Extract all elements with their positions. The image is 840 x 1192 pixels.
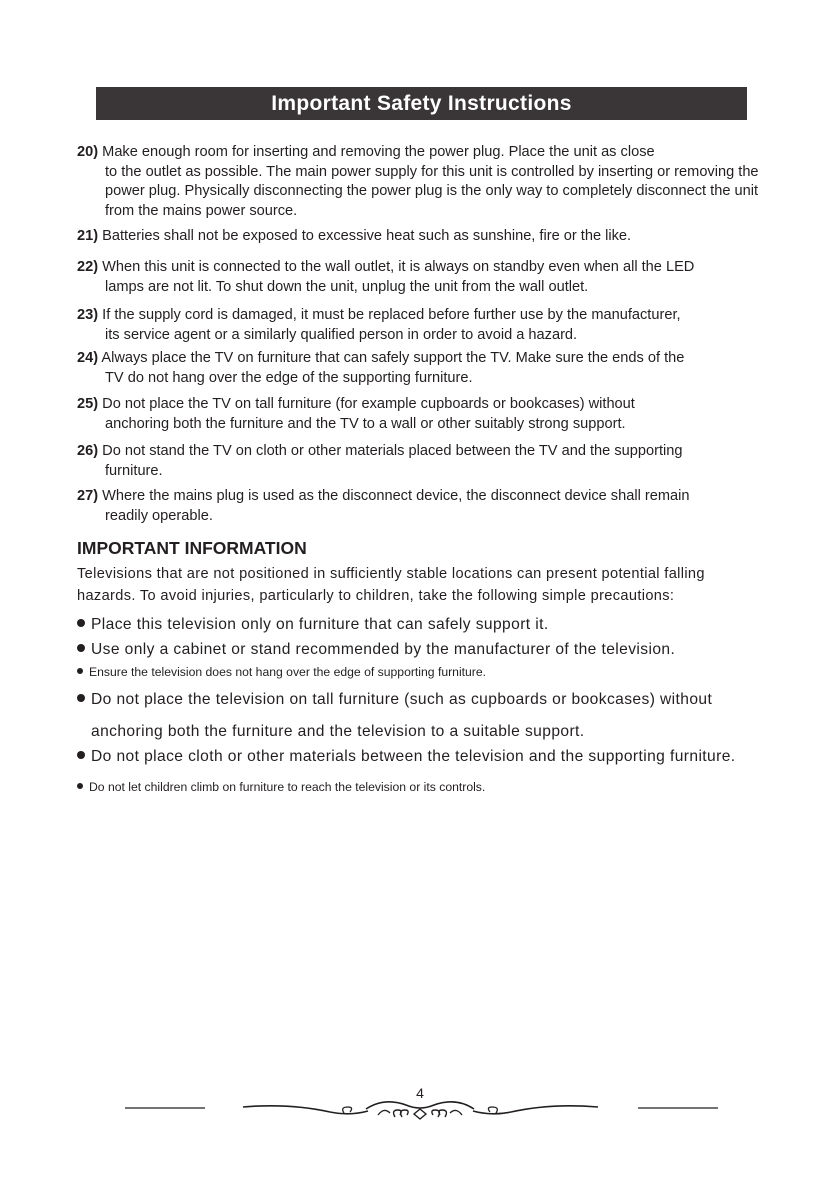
item-text-continued: TV do not hang over the edge of the supporting furniture.: [105, 369, 473, 386]
item-text-continued: its service agent or a similarly qualified person in order to avoid a hazard.: [105, 326, 578, 343]
footer-ornament: [0, 1095, 840, 1135]
item-text: Make enough room for inserting and removing the power plug. Place the unit as close: [102, 144, 655, 160]
bullet-icon: [77, 644, 85, 652]
item-number: 20): [77, 144, 99, 160]
item-number: 22): [77, 259, 99, 275]
item-number: 21): [77, 228, 99, 244]
safety-item-22: [77, 258, 777, 297]
bullet-icon: [77, 619, 85, 627]
page-title: Important Safety Instructions: [96, 87, 747, 120]
precaution-bullet: [77, 744, 797, 770]
bullet-icon: [77, 751, 85, 759]
safety-item-21: [77, 227, 777, 247]
safety-item-24: [77, 349, 777, 388]
item-text-continued: lamps are not lit. To shut down the unit, unplug the unit from the wall outlet.: [105, 278, 589, 295]
safety-item-27: [77, 487, 777, 526]
precaution-bullet: [77, 637, 797, 663]
item-text: If the supply cord is damaged, it must be replaced before further use by the manufacturer,: [102, 307, 681, 323]
precaution-bullet: [77, 665, 797, 679]
item-text-continued: to the outlet as possible. The main power supply for this unit is controlled by inserting or removing the power plug. Physically disconnecting the power plug is the only way to completely disconnect the unit from the mains power source.: [105, 163, 759, 219]
flourish-curl: [432, 1110, 447, 1117]
flourish-curl: [343, 1107, 352, 1113]
bullet-text: Do not place the television on tall furniture (such as cupboards or bookcases) without: [91, 691, 713, 708]
item-text-continued: furniture.: [105, 462, 163, 479]
item-number: 26): [77, 443, 99, 459]
flourish-curl: [378, 1110, 462, 1115]
safety-item-20: [77, 143, 777, 221]
bullet-text: Place this television only on furniture that can safely support it.: [91, 616, 549, 633]
bullet-text: Do not place cloth or other materials between the television and the supporting furniture.: [91, 748, 736, 765]
flourish-curl: [488, 1107, 497, 1113]
page-number: 4: [416, 1085, 424, 1101]
item-text: When this unit is connected to the wall outlet, it is always on standby even when all the LED: [102, 259, 695, 275]
flourish-curl: [394, 1110, 409, 1117]
safety-item-26: [77, 442, 777, 481]
item-text: Batteries shall not be exposed to excessive heat such as sunshine, fire or the like.: [102, 228, 632, 244]
flourish-top-arc: [366, 1102, 474, 1109]
item-number: 25): [77, 396, 99, 412]
item-text: Where the mains plug is used as the disconnect device, the disconnect device shall remain: [102, 488, 690, 504]
item-text: Do not stand the TV on cloth or other materials placed between the TV and the supporting: [102, 443, 683, 459]
item-number: 24): [77, 350, 99, 366]
bullet-text-continued: anchoring both the furniture and the television to a suitable support.: [91, 723, 585, 740]
bullet-icon: [77, 783, 83, 789]
safety-item-23: [77, 306, 777, 345]
section-heading: IMPORTANT INFORMATION: [77, 538, 307, 558]
precaution-bullet: [77, 612, 797, 638]
bullet-text: Use only a cabinet or stand recommended by the manufacturer of the television.: [91, 641, 676, 658]
item-text-continued: anchoring both the furniture and the TV to a wall or other suitably strong support.: [105, 415, 626, 432]
item-text-continued: readily operable.: [105, 507, 213, 524]
safety-item-25: [77, 395, 777, 434]
item-number: 23): [77, 307, 99, 323]
precaution-bullet: [77, 687, 797, 745]
bullet-text: Do not let children climb on furniture to reach the television or its controls.: [89, 780, 486, 794]
intro-line: hazards. To avoid injuries, particularly to children, take the following simple precautions:: [77, 588, 675, 604]
bullet-icon: [77, 694, 85, 702]
bullet-text: Ensure the television does not hang over the edge of supporting furniture.: [89, 665, 487, 679]
item-number: 27): [77, 488, 99, 504]
flourish-diamond: [414, 1109, 426, 1119]
intro-line: Televisions that are not positioned in sufficiently stable locations can present potential falling: [77, 566, 705, 582]
item-text: Always place the TV on furniture that can safely support the TV. Make sure the ends of the: [101, 350, 685, 366]
item-text: Do not place the TV on tall furniture (for example cupboards or bookcases) without: [102, 396, 635, 412]
precaution-bullet: [77, 780, 797, 794]
bullet-icon: [77, 668, 83, 674]
